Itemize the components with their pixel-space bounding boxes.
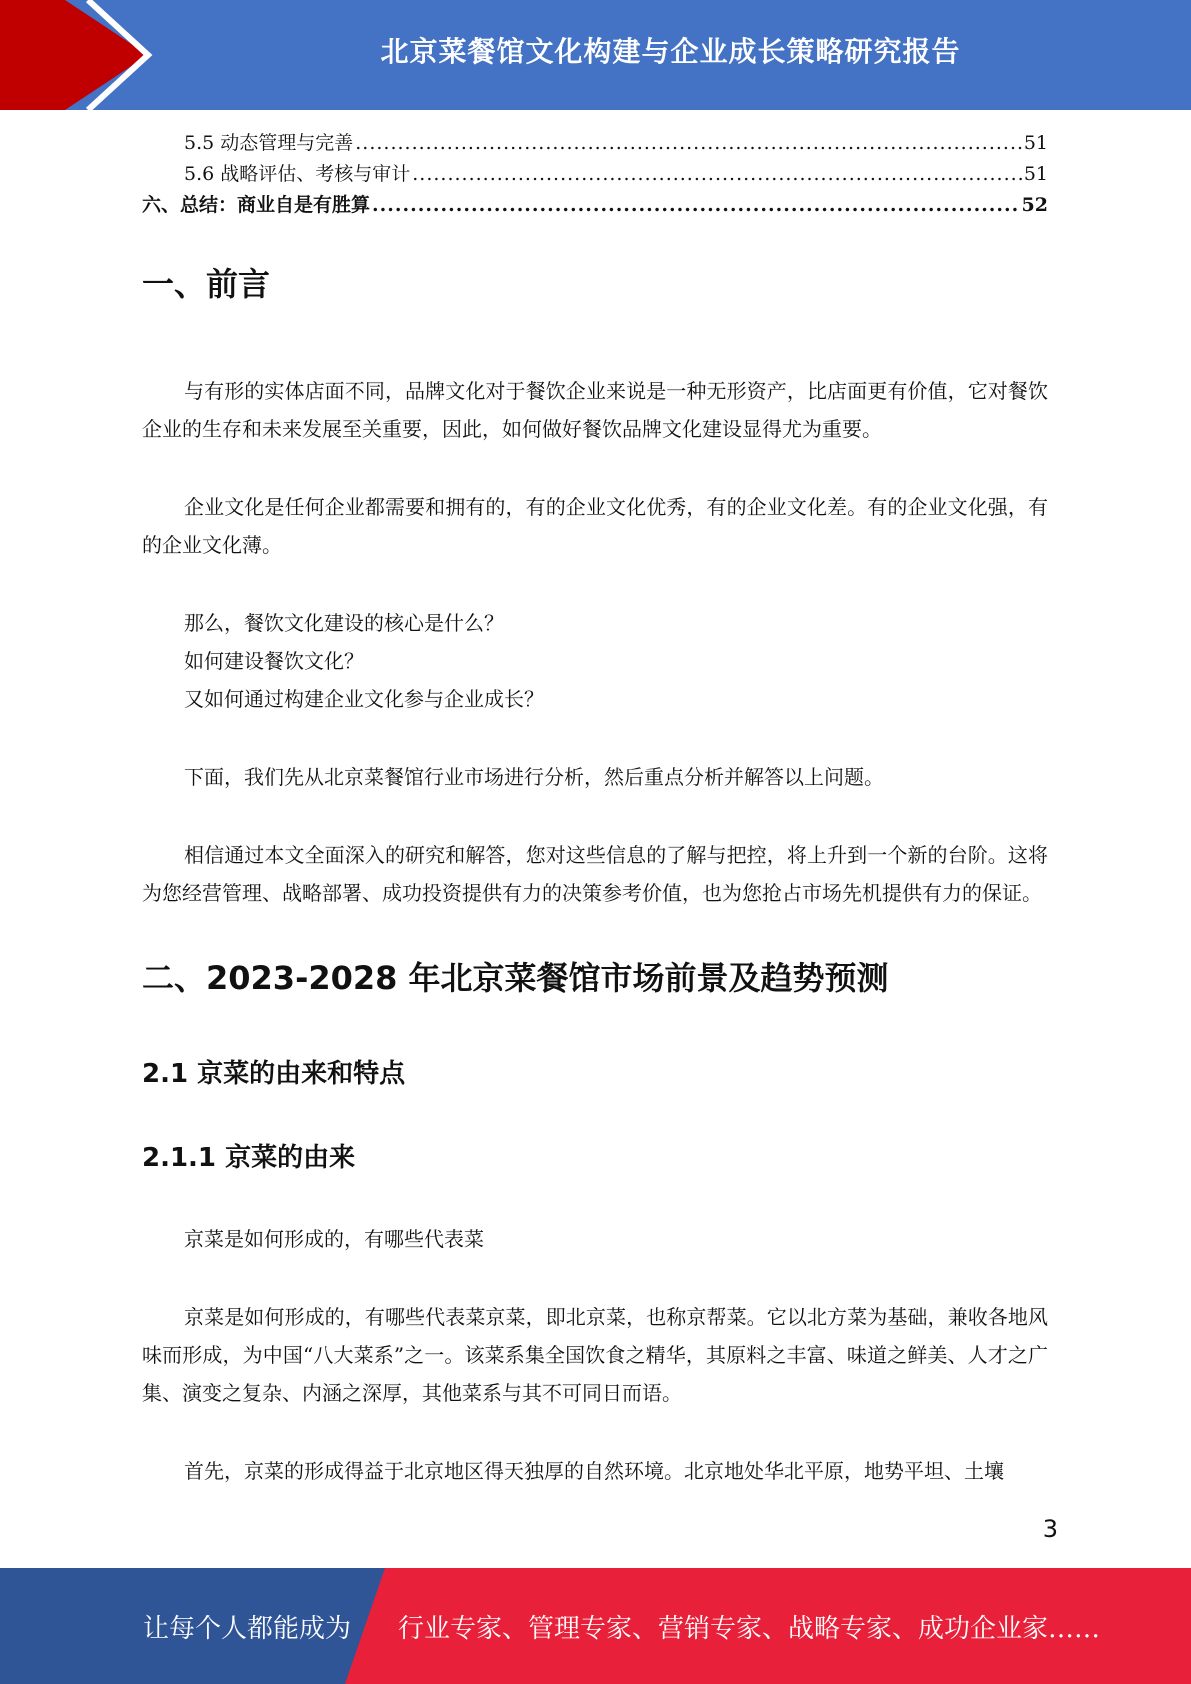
footer-slogan-right: 行业专家、管理专家、营销专家、战略专家、成功企业家…… [398, 1613, 1101, 1644]
toc-entry-page: 51 [1023, 132, 1048, 154]
page-number: 3 [1042, 1515, 1058, 1543]
paragraph: 相信通过本文全面深入的研究和解答，您对这些信息的了解与把控，将上升到一个新的台阶。这将为您经营管理、战略部署、成功投资提供有力的决策参考价值，也为您抢占市场先机提供有力的保证。 [142, 843, 1048, 905]
question-line: 又如何通过构建企业文化参与企业成长？ [184, 687, 544, 711]
toc-dot-leader [372, 194, 1020, 216]
toc-entry[interactable] [142, 190, 1048, 221]
toc-entry[interactable] [142, 128, 1048, 159]
paragraph: 京菜是如何形成的，有哪些代表菜京菜，即北京菜，也称京帮菜。它以北方菜为基础，兼收各地风味而形成，为中国“八大菜系”之一。该菜系集全国饮食之精华，其原料之丰富、味道之鲜美、人才之广集、演变之复杂、内涵之深厚，其他菜系与其不可同日而语。 [142, 1305, 1048, 1405]
toc-entry[interactable] [142, 159, 1048, 190]
paragraph: 京菜是如何形成的，有哪些代表菜 [184, 1227, 484, 1251]
paragraph: 下面，我们先从北京菜餐馆行业市场进行分析，然后重点分析并解答以上问题。 [184, 765, 884, 789]
paragraph: 首先，京菜的形成得益于北京地区得天独厚的自然环境。北京地处华北平原，地势平坦、土壤 [184, 1459, 1004, 1483]
paragraph: 企业文化是任何企业都需要和拥有的，有的企业文化优秀，有的企业文化差。有的企业文化强，有的企业文化薄。 [142, 495, 1048, 557]
page-header [0, 0, 1191, 110]
subsection-heading: 2.1 京菜的由来和特点 [142, 1059, 406, 1089]
document-body [142, 262, 1048, 1490]
question-line: 那么，餐饮文化建设的核心是什么？ [184, 611, 504, 635]
toc-entry-title: 六、总结：商业自是有胜算 [142, 194, 371, 216]
page-footer [0, 1568, 1191, 1684]
question-line: 如何建设餐饮文化？ [184, 649, 364, 673]
toc-dot-leader [412, 163, 1022, 185]
toc-entry-page: 51 [1023, 163, 1048, 185]
section-heading-market: 二、2023-2028 年北京菜餐馆市场前景及趋势预测 [142, 959, 889, 997]
report-title: 北京菜餐馆文化构建与企业成长策略研究报告 [380, 35, 961, 68]
toc-entry-page: 52 [1021, 194, 1048, 216]
section-heading-preface: 一、前言 [142, 265, 271, 303]
paragraph: 与有形的实体店面不同，品牌文化对于餐饮企业来说是一种无形资产，比店面更有价值，它对餐饮企业的生存和未来发展至关重要，因此，如何做好餐饮品牌文化建设显得尤为重要。 [142, 379, 1048, 441]
toc-entry-title: 5.5 动态管理与完善 [184, 132, 354, 154]
toc-dot-leader [355, 132, 1022, 154]
subsection-heading: 2.1.1 京菜的由来 [142, 1143, 356, 1173]
table-of-contents [142, 128, 1048, 221]
toc-entry-title: 5.6 战略评估、考核与审计 [184, 163, 411, 185]
footer-slogan-left: 让每个人都能成为 [143, 1613, 352, 1644]
